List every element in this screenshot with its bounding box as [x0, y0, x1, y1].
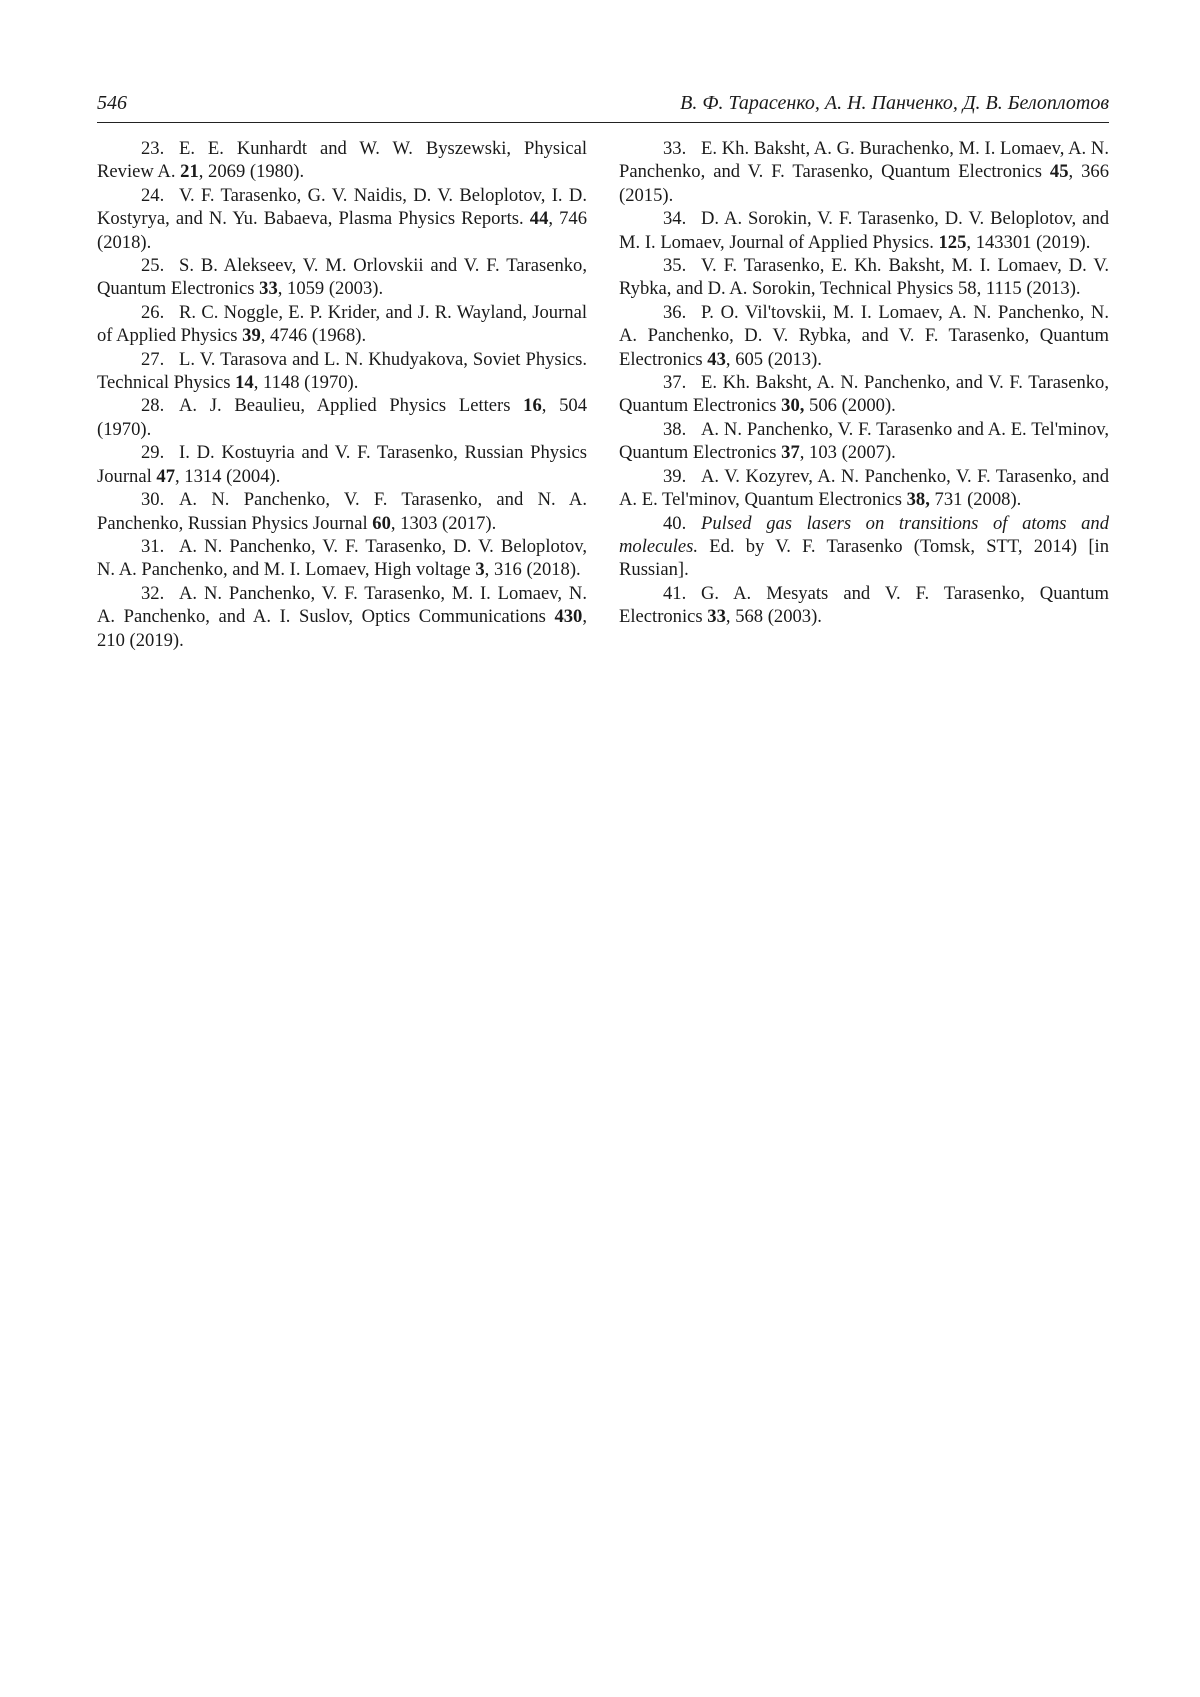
references-left-column: [97, 137, 587, 652]
reference-item: 35. V. F. Tarasenko, E. Kh. Baksht, M. I. Lomaev, D. V. Rybka, and D. A. Sorokin, Technical Physics 58, 1115 (2013).: [619, 254, 1109, 301]
reference-item: 30. A. N. Panchenko, V. F. Tarasenko, and N. A. Panchenko, Russian Physics Journal 60, 1303 (2017).: [97, 488, 587, 535]
reference-item: 32. A. N. Panchenko, V. F. Tarasenko, M. I. Lomaev, N. A. Panchenko, and A. I. Suslov, Optics Communications 430, 210 (2019).: [97, 582, 587, 652]
reference-item: 36. P. O. Vil'tovskii, M. I. Lomaev, A. N. Panchenko, N. A. Panchenko, D. V. Rybka, and V. F. Tarasenko, Quantum Electronics 43, 605 (2013).: [619, 301, 1109, 371]
reference-item: 24. V. F. Tarasenko, G. V. Naidis, D. V. Beloplotov, I. D. Kostyrya, and N. Yu. Babaeva, Plasma Physics Reports. 44, 746 (2018).: [97, 184, 587, 254]
reference-item: 26. R. C. Noggle, E. P. Krider, and J. R. Wayland, Journal of Applied Physics 39, 4746 (1968).: [97, 301, 587, 348]
reference-item: 25. S. B. Alekseev, V. M. Orlovskii and V. F. Tarasenko, Quantum Electronics 33, 1059 (2003).: [97, 254, 587, 301]
reference-item: 29. I. D. Kostuyria and V. F. Tarasenko, Russian Physics Journal 47, 1314 (2004).: [97, 441, 587, 488]
reference-item: 39. A. V. Kozyrev, A. N. Panchenko, V. F. Tarasenko, and A. E. Tel'minov, Quantum Electronics 38, 731 (2008).: [619, 465, 1109, 512]
reference-item: 37. E. Kh. Baksht, A. N. Panchenko, and V. F. Tarasenko, Quantum Electronics 30, 506 (2000).: [619, 371, 1109, 418]
reference-item: 27. L. V. Tarasova and L. N. Khudyakova, Soviet Physics. Technical Physics 14, 1148 (1970).: [97, 348, 587, 395]
running-header: [97, 88, 1109, 123]
reference-item: 41. G. A. Mesyats and V. F. Tarasenko, Quantum Electronics 33, 568 (2003).: [619, 582, 1109, 629]
reference-item: 31. A. N. Panchenko, V. F. Tarasenko, D. V. Beloplotov, N. A. Panchenko, and M. I. Lomaev, High voltage 3, 316 (2018).: [97, 535, 587, 582]
reference-item: 33. E. Kh. Baksht, A. G. Burachenko, M. I. Lomaev, A. N. Panchenko, and V. F. Tarasenko, Quantum Electronics 45, 366 (2015).: [619, 137, 1109, 207]
reference-item: 23. E. E. Kunhardt and W. W. Byszewski, Physical Review A. 21, 2069 (1980).: [97, 137, 587, 184]
page-number: 546: [97, 92, 127, 115]
reference-item: 34. D. A. Sorokin, V. F. Tarasenko, D. V. Beloplotov, and M. I. Lomaev, Journal of Applied Physics. 125, 143301 (2019).: [619, 207, 1109, 254]
reference-item: 28. A. J. Beaulieu, Applied Physics Letters 16, 504 (1970).: [97, 394, 587, 441]
reference-item: 40. Pulsed gas lasers on transitions of atoms and molecules. Ed. by V. F. Tarasenko (Tomsk, STT, 2014) [in Russian].: [619, 512, 1109, 582]
references-right-column: [619, 137, 1109, 629]
header-authors: В. Ф. Тарасенко, А. Н. Панченко, Д. В. Белоплотов: [680, 92, 1109, 115]
reference-item: 38. A. N. Panchenko, V. F. Tarasenko and A. E. Tel'minov, Quantum Electronics 37, 103 (2007).: [619, 418, 1109, 465]
